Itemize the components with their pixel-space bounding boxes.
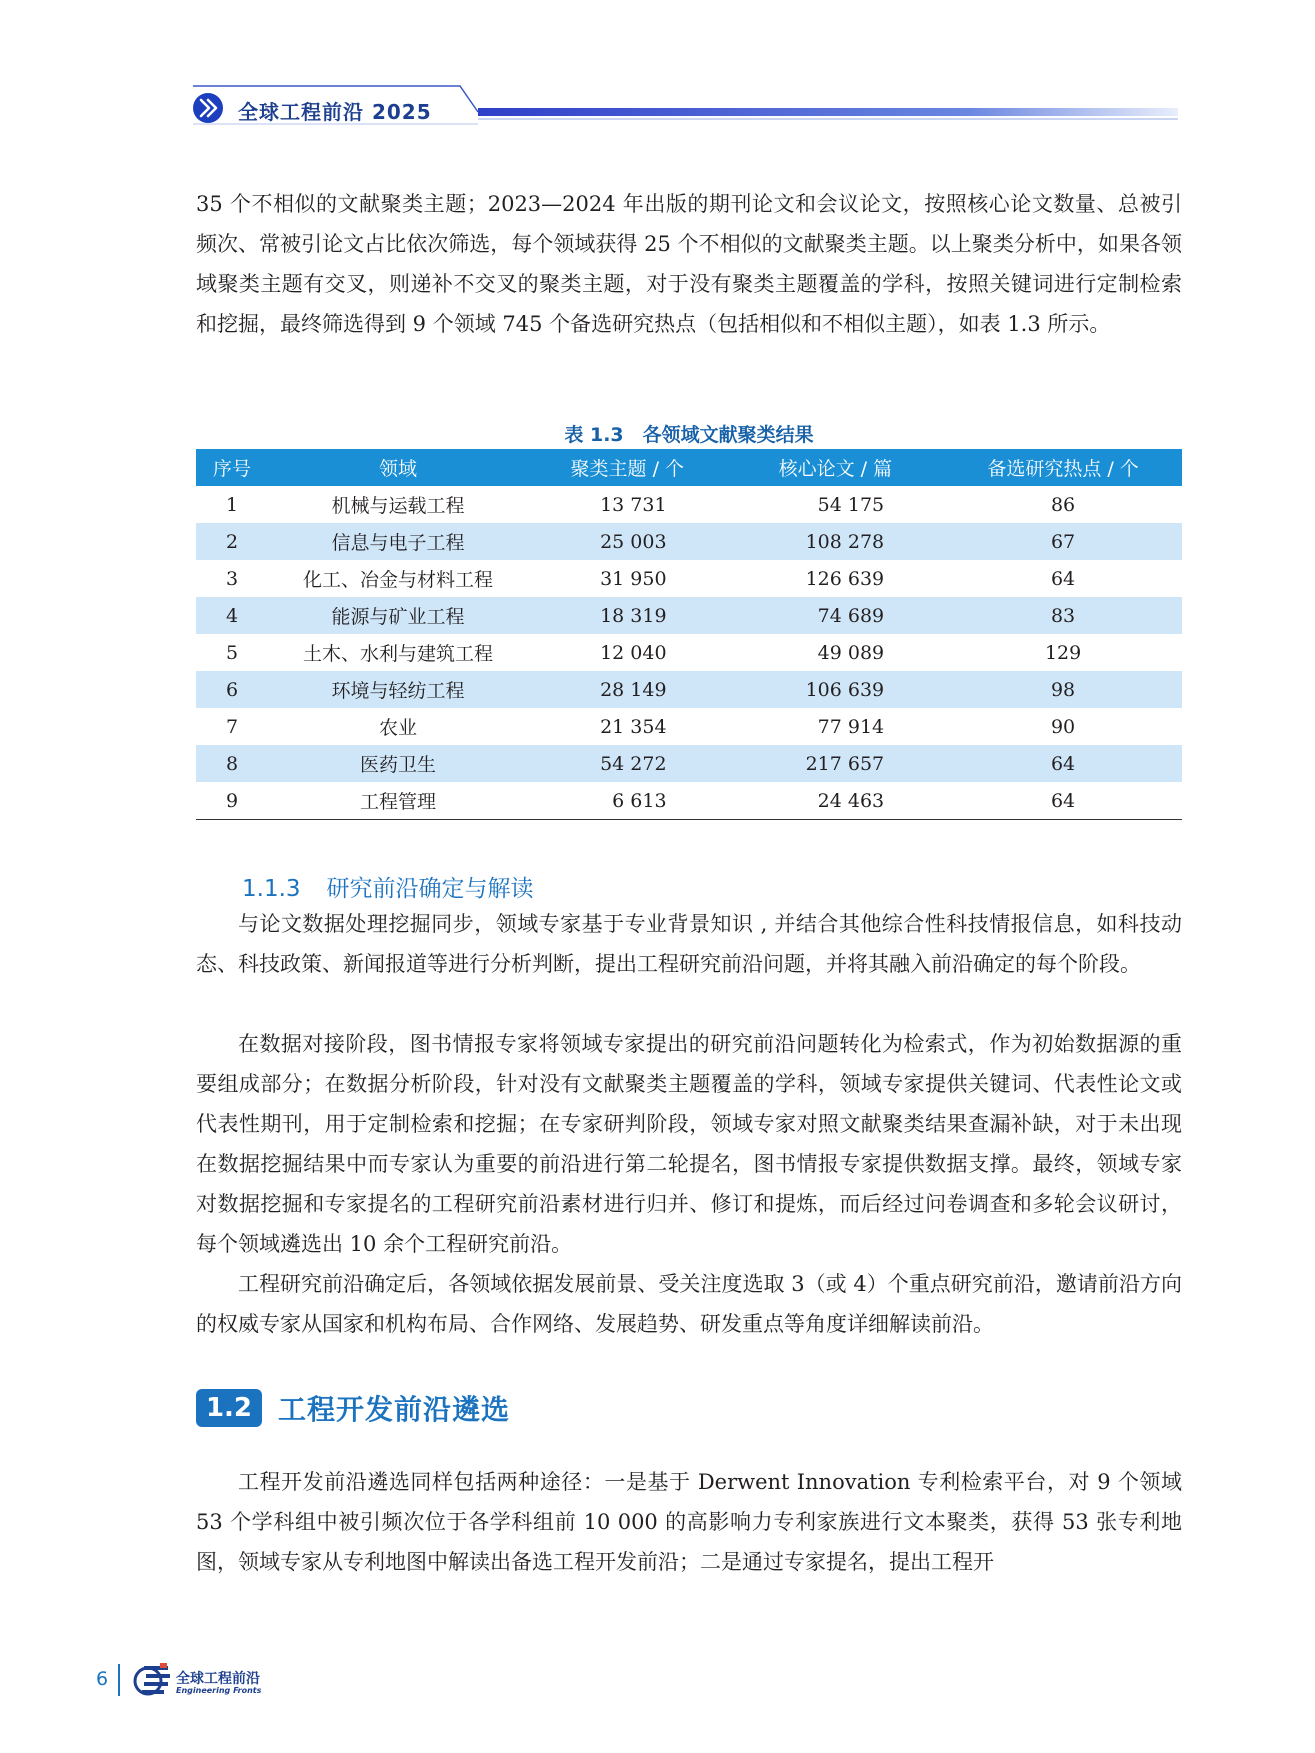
body-paragraph: 与论文数据处理挖掘同步，领域专家基于专业背景知识 , 并结合其他综合性科技情报信息，如科技动态、科技政策、新闻报道等进行分析判断，提出工程研究前沿问题，并将其融入前沿确定的每个阶段。 bbox=[196, 912, 1182, 976]
table-cell: 1 bbox=[225, 493, 239, 516]
table-cell: 64 bbox=[944, 782, 1182, 820]
table-cell: 25 003 bbox=[528, 523, 727, 560]
table-cell: 8 bbox=[196, 745, 268, 782]
table-cell: 能源与矿业工程 bbox=[268, 597, 528, 634]
table-cell: 6 bbox=[196, 671, 268, 708]
table-cell: 67 bbox=[944, 523, 1182, 560]
table-cell: 64 bbox=[1050, 567, 1076, 590]
table-cell: 18 319 bbox=[528, 597, 727, 634]
subsection-number: 1.1.3 bbox=[242, 876, 301, 902]
table-cell: 环境与轻纺工程 bbox=[268, 671, 528, 708]
table-cell: 13 731 bbox=[600, 493, 667, 516]
column-header: 聚类主题 / 个 bbox=[528, 449, 727, 486]
table-cell: 2 bbox=[196, 523, 268, 560]
table-row bbox=[196, 634, 1182, 671]
footer-logo-text-en: Engineering Fronts bbox=[176, 1686, 262, 1695]
table-row bbox=[196, 486, 1182, 523]
table-cell: 83 bbox=[944, 597, 1182, 634]
table-cell: 31 950 bbox=[600, 567, 667, 590]
table-cell: 90 bbox=[1050, 715, 1076, 738]
table-caption: 表 1.3 各领域文献聚类结果 bbox=[564, 424, 814, 446]
table-cell: 医药卫生 bbox=[268, 745, 528, 782]
table-cell: 129 bbox=[1044, 641, 1082, 664]
table-cell: 24 463 bbox=[727, 782, 945, 820]
table-cell: 化工、冶金与材料工程 bbox=[302, 569, 493, 591]
body-paragraph: 在数据对接阶段，图书情报专家将领域专家提出的研究前沿问题转化为检索式，作为初始数据源的重要组成部分；在数据分析阶段，针对没有文献聚类主题覆盖的学科，领域专家提供关键词、代表性论文或代表性期刊，用于定制检索和挖掘；在专家研判阶段，领域专家对照文献聚类结果查漏补缺，对于未出现在数据挖掘结果中而专家认为重要的前沿进行第二轮提名，图书情报专家提供数据支撑。最终，领域专家对数据挖掘和专家提名的工程研究前沿素材进行归并、修订和提炼，而后经过问卷调查和多轮会议研讨，每个领域遴选出 10 余个工程研究前沿。 bbox=[196, 1032, 1182, 1256]
cluster-results-table bbox=[196, 449, 1182, 820]
table-cell: 108 278 bbox=[727, 523, 945, 560]
table-cell: 106 639 bbox=[727, 671, 945, 708]
header-decoration bbox=[0, 0, 1315, 140]
table-row bbox=[196, 708, 1182, 745]
footer-divider bbox=[118, 1664, 120, 1696]
table-row bbox=[196, 597, 1182, 634]
table-cell: 54 175 bbox=[817, 493, 885, 516]
table-cell: 217 657 bbox=[727, 745, 945, 782]
body-paragraph: 工程研究前沿确定后，各领域依据发展前景、受关注度选取 3（或 4）个重点研究前沿，邀请前沿方向的权威专家从国家和机构布局、合作网络、发展趋势、研发重点等角度详细解读前沿。 bbox=[196, 1272, 1182, 1336]
column-header: 核心论文 / 篇 bbox=[727, 449, 945, 486]
engineering-fronts-logo-icon bbox=[130, 1660, 174, 1700]
column-header: 序号 bbox=[196, 449, 268, 486]
subsection-title: 研究前沿确定与解读 bbox=[326, 876, 534, 902]
section-title: 工程开发前沿遴选 bbox=[278, 1393, 511, 1426]
page-header bbox=[0, 0, 1315, 140]
table-cell: 4 bbox=[196, 597, 268, 634]
table-cell: 9 bbox=[196, 782, 268, 820]
header-title: 全球工程前沿 2025 bbox=[238, 100, 432, 124]
table-header-row bbox=[196, 449, 1182, 486]
table-cell: 12 040 bbox=[600, 641, 667, 664]
table-row bbox=[196, 782, 1182, 820]
header-arrow-icon bbox=[193, 93, 223, 123]
section-number-badge: 1.2 bbox=[196, 1389, 262, 1427]
table-cell: 土木、水利与建筑工程 bbox=[302, 643, 493, 665]
table-cell: 28 149 bbox=[528, 671, 727, 708]
table-cell: 信息与电子工程 bbox=[268, 523, 528, 560]
table-cell: 86 bbox=[1050, 493, 1076, 516]
table-row bbox=[196, 745, 1182, 782]
table-cell: 6 613 bbox=[528, 782, 727, 820]
column-header: 备选研究热点 / 个 bbox=[944, 449, 1182, 486]
page-number: 6 bbox=[96, 1668, 109, 1690]
table-cell: 77 914 bbox=[817, 715, 885, 738]
table-cell: 机械与运载工程 bbox=[331, 495, 465, 517]
table-cell: 21 354 bbox=[600, 715, 667, 738]
table-cell: 126 639 bbox=[805, 567, 885, 590]
table-row bbox=[196, 560, 1182, 597]
table-cell: 64 bbox=[944, 745, 1182, 782]
table-row bbox=[196, 671, 1182, 708]
body-paragraph: 工程开发前沿遴选同样包括两种途径：一是基于 Derwent Innovation 专利检索平台，对 9 个领域 53 个学科组中被引频次位于各学科组前 10 000 的高影响力专利家族进行文本聚类，获得 53 张专利地图，领域专家从专利地图中解读出备选工程开发前沿；二是通过专家提名，提出工程开 bbox=[196, 1470, 1182, 1574]
table-cell: 74 689 bbox=[727, 597, 945, 634]
table-cell: 5 bbox=[225, 641, 239, 664]
column-header: 领域 bbox=[268, 449, 528, 486]
table-cell: 7 bbox=[225, 715, 239, 738]
body-paragraph: 35 个不相似的文献聚类主题；2023—2024 年出版的期刊论文和会议论文，按照核心论文数量、总被引频次、常被引论文占比依次筛选，每个领域获得 25 个不相似的文献聚类主题。以上聚类分析中，如果各领域聚类主题有交叉，则递补不交叉的聚类主题，对于没有聚类主题覆盖的学科，按照关键词进行定制检索和挖掘，最终筛选得到 9 个领域 745 个备选研究热点（包括相似和不相似主题），如表 1.3 所示。 bbox=[196, 192, 1182, 336]
subsection-heading bbox=[242, 870, 560, 903]
footer-logo-text-cn: 全球工程前沿 bbox=[176, 1671, 260, 1687]
table-cell: 农业 bbox=[378, 717, 417, 739]
table-cell: 3 bbox=[225, 567, 239, 590]
table-cell: 54 272 bbox=[528, 745, 727, 782]
table-cell: 49 089 bbox=[817, 641, 885, 664]
table-cell: 98 bbox=[944, 671, 1182, 708]
table-cell: 工程管理 bbox=[268, 782, 528, 820]
table-row bbox=[196, 523, 1182, 560]
